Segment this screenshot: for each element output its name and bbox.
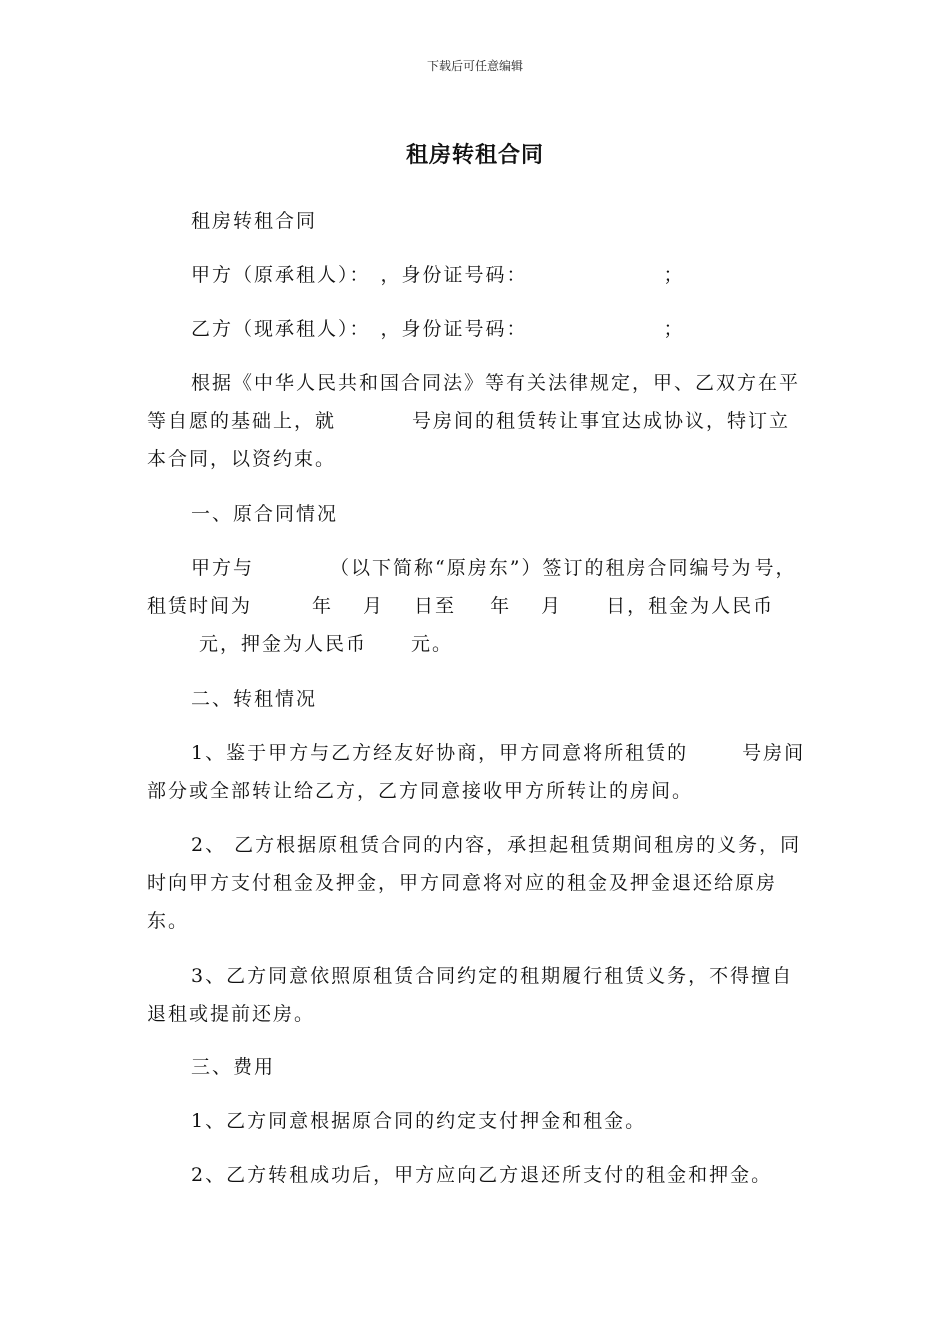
section-heading-1: [147, 495, 807, 533]
document-title: 租房转租合同: [405, 143, 544, 168]
party-a-label: 甲方（原承租人）：: [191, 264, 371, 286]
sublet-1-text-1: 1、鉴于甲方与乙方经友好协商，甲方同意将所租赁的: [191, 742, 689, 764]
orig-text-5: 元，押金为人民币: [199, 633, 368, 655]
paragraph-party-a: [147, 256, 807, 294]
orig-text-6: 元。: [411, 633, 454, 655]
paragraph-sublet-2: [147, 826, 807, 940]
paragraph-fee-2: [147, 1156, 807, 1194]
party-a-end: ；: [663, 264, 685, 286]
fee-1-text: 1、乙方同意根据原合同的约定支付押金和租金。: [191, 1110, 647, 1132]
preamble-text-1: 根据《中华人民共和国合同法》等有关法律规定，甲、乙双方在平等自愿的基础上，就: [147, 372, 801, 432]
orig-text-1: 甲方与: [191, 557, 255, 579]
orig-year-2: 年: [490, 595, 512, 617]
party-b-label: 乙方（现承租人）：: [191, 318, 371, 340]
sublet-3-text: 3、乙方同意依照原租赁合同约定的租期履行租赁义务，不得擅自退租或提前还房。: [147, 965, 794, 1025]
section-3-title: 三、费用: [191, 1056, 276, 1078]
paragraph-sublet-3: [147, 957, 807, 1033]
paragraph-party-b: [147, 310, 807, 348]
orig-text-2: （以下简称“原房东”）签订的租房合同编号为: [330, 557, 753, 579]
paragraph-preamble: [147, 364, 807, 478]
paragraph-fee-1: [147, 1102, 807, 1140]
preamble-text-2: 号房间的租赁转让事宜达成协议，特订立本合同，以资约束。: [147, 410, 791, 470]
orig-month-2: 月: [541, 595, 563, 617]
section-heading-3: [147, 1048, 807, 1086]
orig-year-1: 年: [312, 595, 334, 617]
paragraph-sublet-1: [147, 734, 807, 810]
paragraph-original-contract: [147, 549, 807, 663]
party-b-id-label: ，身份证号码：: [380, 318, 528, 340]
orig-text-4: 日，租金为人民币: [606, 595, 775, 617]
doc-name-text: 租房转租合同: [191, 210, 318, 232]
orig-text-3: 号，租赁时间为: [147, 557, 797, 617]
fee-2-text: 2、乙方转租成功后，甲方应向乙方退还所支付的租金和押金。: [191, 1164, 773, 1186]
orig-month-1: 月: [363, 595, 385, 617]
section-2-title: 二、转租情况: [191, 688, 318, 710]
orig-day-1: 日至: [414, 595, 457, 617]
section-heading-2: [147, 680, 807, 718]
paragraph-doc-name: [147, 202, 807, 240]
sublet-2-text: 2、 乙方根据原租赁合同的内容，承担起租赁期间租房的义务，同时向甲方支付租金及押金，甲方同意将对应的租金及押金退还给原房东。: [147, 834, 802, 932]
header-note: 下载后可任意编辑: [426, 59, 523, 73]
sublet-1-text-2: 号房间部分或全部转让给乙方，乙方同意接收甲方所转让的房间。: [147, 742, 806, 802]
party-a-id-label: ，身份证号码：: [380, 264, 528, 286]
party-b-end: ；: [663, 318, 685, 340]
section-1-title: 一、原合同情况: [191, 503, 339, 525]
